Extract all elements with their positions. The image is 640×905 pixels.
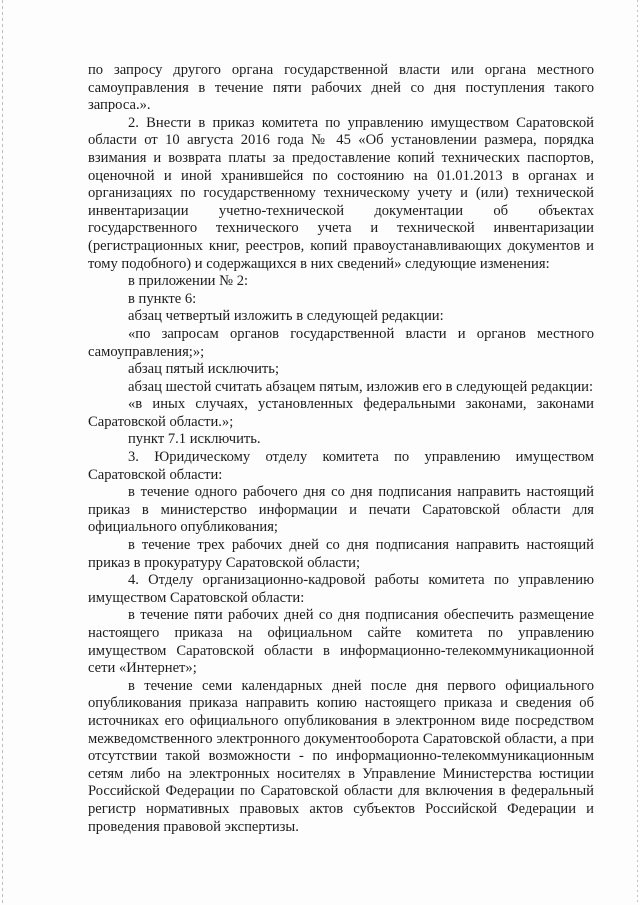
paragraph-abzac-5: абзац пятый исключить; [128, 361, 280, 378]
paragraph-point-6: в пункте 6: [128, 290, 197, 307]
paragraph-abzac-4: абзац четвертый изложить в следующей редакции: [128, 308, 444, 325]
paragraph-abzac-6: абзац шестой считать абзацем пятым, изложив его в следующей редакции: [128, 378, 594, 395]
scan-edge-left [2, 0, 3, 905]
paragraph-item-4: 4. Отделу организационно-кадровой работы комитета по управлению имуществом Саратовской области: [88, 572, 594, 606]
paragraph-appendix-2: в приложении № 2: [128, 273, 249, 290]
document-body [88, 62, 594, 836]
paragraph-item-3: 3. Юридическому отделу комитета по управлению имуществом Саратовской области: [88, 449, 594, 483]
paragraph-abzac-6-text: «в иных случаях, установленных федеральными законами, законами Саратовской области.»; [88, 396, 594, 430]
paragraph-continuation: по запросу другого органа государственной власти или органа местного самоуправления в течение пяти рабочих дней со дня поступления такого запроса.». [88, 62, 594, 114]
paragraph-item-3-a: в течение одного рабочего дня со дня подписания направить настоящий приказ в министерство информации и печати Саратовской области для официального опубликования; [88, 484, 594, 536]
paragraph-item-2: 2. Внести в приказ комитета по управлению имуществом Саратовской области от 10 августа 2016 года № 45 «Об установлении размера, порядка взимания и возврата платы за предоставление копий технических паспортов, оценочной и иной хранившейся по состоянию на 01.01.2013 в органах и организациях по государственному техническому учету и (или) технической инвентаризации учетно-технической документации об объектах государственного технического учета и технической инвентаризации (регистрационных книг, реестров, копий правоустанавливающих документов и тому подобного) и содержащихся в них сведений» следующие изменения: [88, 114, 594, 272]
paragraph-item-3-b: в течение трех рабочих дней со дня подписания направить настоящий приказ в прокуратуру Саратовской области; [88, 537, 594, 571]
paragraph-item-4-b: в течение семи календарных дней после дня первого официального опубликования приказа направить копию настоящего приказа и сведения об источниках его официального опубликования в электронном виде посредством межведомственного электронного документооборота Саратовской области, а при отсутствии такой возможности - по информационно-телекоммуникационным сетям либо на электронных носителях в Управление Министерства юстиции Российской Федерации по Саратовской области для включения в федеральный регистр нормативных правовых актов субъектов Российской Федерации и проведения правовой экспертизы. [88, 677, 594, 835]
paragraph-point-7-1: пункт 7.1 исключить. [128, 431, 261, 448]
paragraph-abzac-4-text: «по запросам органов государственной власти и органов местного самоуправления;»; [88, 325, 594, 360]
scan-edge-right [637, 0, 638, 905]
paragraph-item-4-a: в течение пяти рабочих дней со дня подписания обеспечить размещение настоящего приказа на официальном сайте комитета по управлению имуществом Саратовской области в информационно-телекоммуникационной сети «Интернет»; [88, 607, 594, 677]
